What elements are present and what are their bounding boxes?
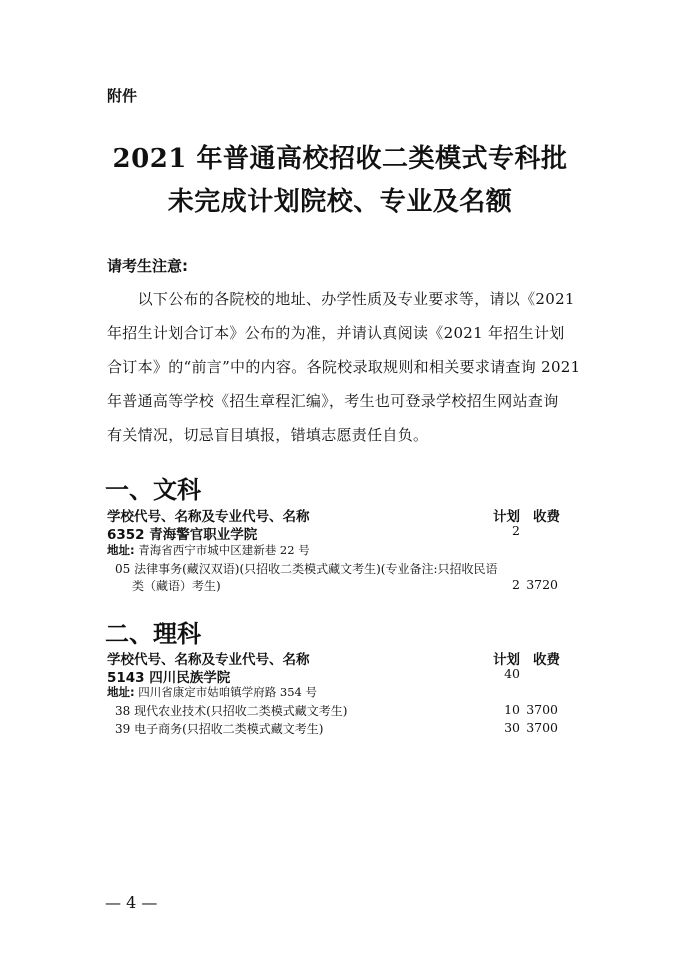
notice-heading: 请考生注意:	[107, 257, 188, 275]
major-plan: 30	[504, 720, 520, 735]
major-plan: 2	[512, 577, 520, 592]
attachment-label: 附件	[107, 87, 138, 105]
school-name: 6352 青海警官职业学院	[107, 527, 258, 543]
section-title-arts: 一、文科	[105, 476, 201, 504]
major-line: 39 电子商务(只招收二类模式藏文考生)	[115, 722, 324, 736]
section-title-science: 二、理科	[105, 620, 201, 648]
notice-line: 年普通高等学校《招生章程汇编》，考生也可登录学校招生网站查询	[107, 392, 559, 410]
column-header-plan: 计划	[493, 652, 520, 668]
notice-line: 有关情况，切忌盲目填报，错填志愿责任自负。	[107, 426, 429, 444]
major-fee: 3700	[526, 720, 558, 735]
address-label: 地址:	[107, 685, 135, 699]
school-address	[107, 684, 317, 700]
column-header-fee: 收费	[533, 509, 560, 525]
notice-line: 以下公布的各院校的地址、办学性质及专业要求等，请以《2021	[107, 290, 575, 308]
major-line-cont: 类（藏语）考生)	[132, 579, 221, 593]
column-header-name: 学校代号、名称及专业代号、名称	[107, 509, 310, 525]
notice-line: 年招生计划合订本》公布的为准，并请认真阅读《2021 年招生计划	[107, 324, 565, 342]
major-plan: 10	[504, 702, 520, 717]
major-fee: 3700	[526, 702, 558, 717]
major-fee: 3720	[526, 577, 558, 592]
notice-line: 合订本》的“前言”中的内容。各院校录取规则和相关要求请查询 2021	[107, 358, 581, 376]
page-number: — 4 —	[105, 893, 158, 912]
document-title-line-2: 未完成计划院校、专业及名额	[167, 187, 513, 217]
address-text: 四川省康定市姑咱镇学府路 354 号	[138, 685, 318, 699]
major-line: 05 法律事务(藏汉双语)(只招收二类模式藏文考生)(专业备注:只招收民语	[115, 562, 498, 576]
school-plan: 2	[512, 523, 520, 538]
column-header-plan: 计划	[493, 509, 520, 525]
column-header-name: 学校代号、名称及专业代号、名称	[107, 652, 310, 668]
school-address	[107, 542, 310, 558]
column-header-fee: 收费	[533, 652, 560, 668]
address-label: 地址:	[107, 543, 135, 557]
major-line: 38 现代农业技术(只招收二类模式藏文考生)	[115, 704, 348, 718]
school-plan: 40	[504, 666, 520, 681]
school-name: 5143 四川民族学院	[107, 670, 231, 686]
address-text: 青海省西宁市城中区建新巷 22 号	[138, 543, 310, 557]
document-title-line-1: 2021 年普通高校招收二类模式专科批	[112, 144, 568, 174]
